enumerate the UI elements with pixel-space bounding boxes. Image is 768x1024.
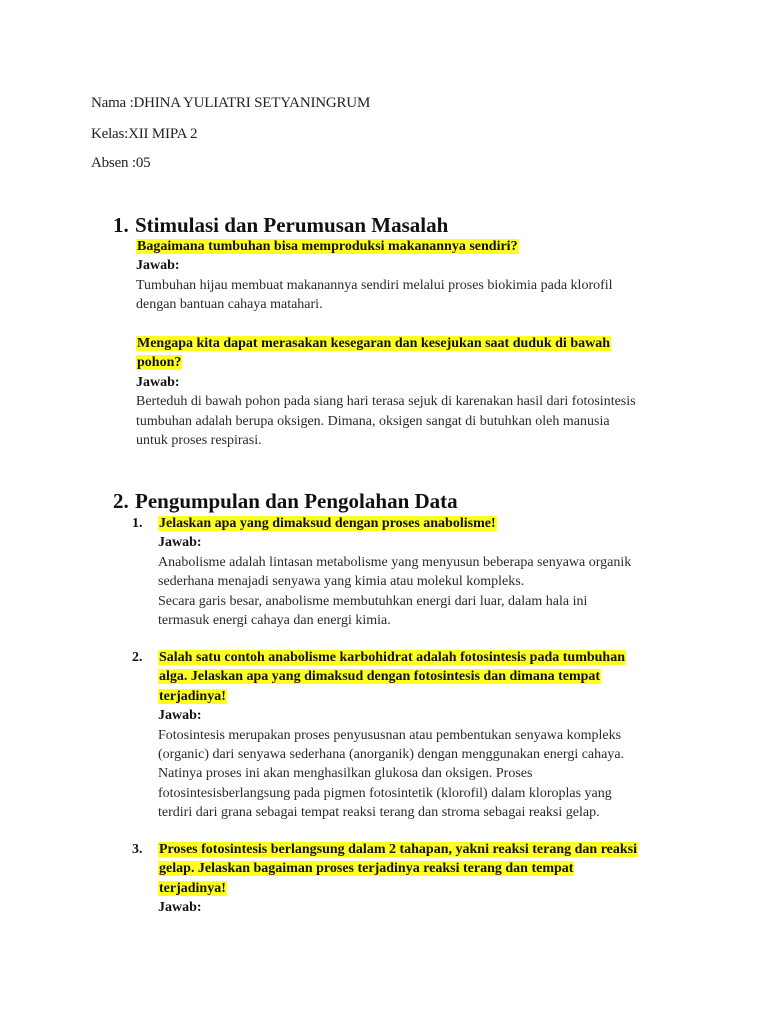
answer-line: sederhana menajadi senyawa yang kimia atau molekul kompleks. [158, 574, 525, 590]
item-number-text: 3. [132, 842, 143, 857]
section-title: Stimulasi dan Perumusan Masalah [135, 213, 449, 237]
question [158, 840, 688, 859]
section-1-item-1 [136, 237, 676, 315]
class-label: Kelas: [91, 126, 129, 142]
answer-line: dengan bantuan cahaya matahari. [136, 297, 323, 313]
answer-label: Jawab: [136, 374, 180, 390]
item-number-text: 1. [132, 516, 143, 531]
section-2-item-1 [132, 514, 678, 630]
question [158, 514, 678, 533]
student-absen-line [91, 154, 150, 172]
highlighted-question-text: pohon? [137, 355, 182, 371]
item-number [132, 840, 143, 859]
item-number [132, 648, 143, 667]
answer-line: fotosintesisberlangsung pada pigmen fotosintetik (klorofil) dalam kloroplas yang [158, 785, 612, 801]
question [158, 667, 688, 686]
section-2-item-2 [132, 648, 688, 823]
question [158, 687, 688, 706]
section-2-item-3 [132, 840, 688, 918]
highlighted-question-text: terjadinya! [159, 880, 226, 896]
section-1-item-2 [136, 334, 696, 450]
question [158, 879, 688, 898]
absen-label: Absen : [91, 155, 136, 171]
answer-line: Berteduh di bawah pohon pada siang hari terasa sejuk di karenakan hasil dari fotosintesis [136, 394, 636, 410]
answer-line: Anabolisme adalah lintasan metabolisme yang menyusun beberapa senyawa organik [158, 554, 632, 570]
section-title: Pengumpulan dan Pengolahan Data [135, 489, 458, 513]
answer-line: Secara garis besar, anabolisme membutuhkan energi dari luar, dalam hala ini [158, 593, 588, 609]
answer-label: Jawab: [158, 535, 202, 551]
student-class-line [91, 125, 197, 143]
answer-line: untuk proses respirasi. [136, 433, 262, 449]
answer-line: Tumbuhan hijau membuat makanannya sendiri melalui proses biokimia pada klorofil [136, 277, 613, 293]
question [158, 648, 688, 667]
answer-label: Jawab: [158, 900, 202, 916]
answer-line: (organic) dari senyawa sederhana (anorganik) dengan menggunakan energi cahaya. [158, 747, 625, 763]
question [136, 353, 696, 372]
absen-value: 05 [135, 155, 151, 171]
highlighted-question-text: Mengapa kita dapat merasakan kesegaran dan kesejukan saat duduk di bawah [137, 336, 610, 351]
item-number [132, 514, 143, 533]
highlighted-question-text: Jelaskan apa yang dimaksud dengan proses anabolisme! [159, 516, 496, 531]
highlighted-question-text: Proses fotosintesis berlangsung dalam 2 tahapan, yakni reaksi terang dan reaksi [159, 842, 638, 857]
answer-line: Fotosintesis merupakan proses penyususnan atau pembentukan senyawa kompleks [158, 727, 622, 743]
question [136, 334, 696, 353]
section-number: 2. [113, 489, 129, 513]
question [136, 237, 676, 256]
student-name-line [91, 94, 370, 112]
name-label: Nama : [91, 95, 134, 111]
answer-line: tumbuhan adalah berupa oksigen. Dimana, oksigen sangat di butuhkan oleh manusia [136, 413, 610, 429]
answer-label: Jawab: [158, 708, 202, 724]
highlighted-question-text: alga. Jelaskan apa yang dimaksud dengan fotosintesis dan dimana tempat [159, 669, 601, 685]
answer-line: Natinya proses ini akan menghasilkan glukosa dan oksigen. Proses [158, 766, 533, 782]
answer-label: Jawab: [136, 258, 180, 274]
class-value: XII MIPA 2 [128, 126, 198, 142]
section-heading-2 [113, 489, 458, 513]
highlighted-question-text: Bagaimana tumbuhan bisa memproduksi makanannya sendiri? [137, 239, 518, 254]
section-heading-1 [113, 213, 448, 237]
item-number-text: 2. [132, 650, 143, 665]
highlighted-question-text: terjadinya! [159, 688, 226, 704]
answer-line: terdiri dari grana sebagai tempat reaksi terang dan stroma sebagai reaksi gelap. [158, 805, 600, 821]
name-value: DHINA YULIATRI SETYANINGRUM [133, 95, 371, 111]
question [158, 859, 688, 878]
highlighted-question-text: Salah satu contoh anabolisme karbohidrat adalah fotosintesis pada tumbuhan [159, 650, 626, 665]
highlighted-question-text: gelap. Jelaskan bagaiman proses terjadinya reaksi terang dan tempat [159, 861, 574, 877]
section-number: 1. [113, 213, 129, 237]
answer-line: termasuk energi cahaya dan energi kimia. [158, 613, 391, 629]
